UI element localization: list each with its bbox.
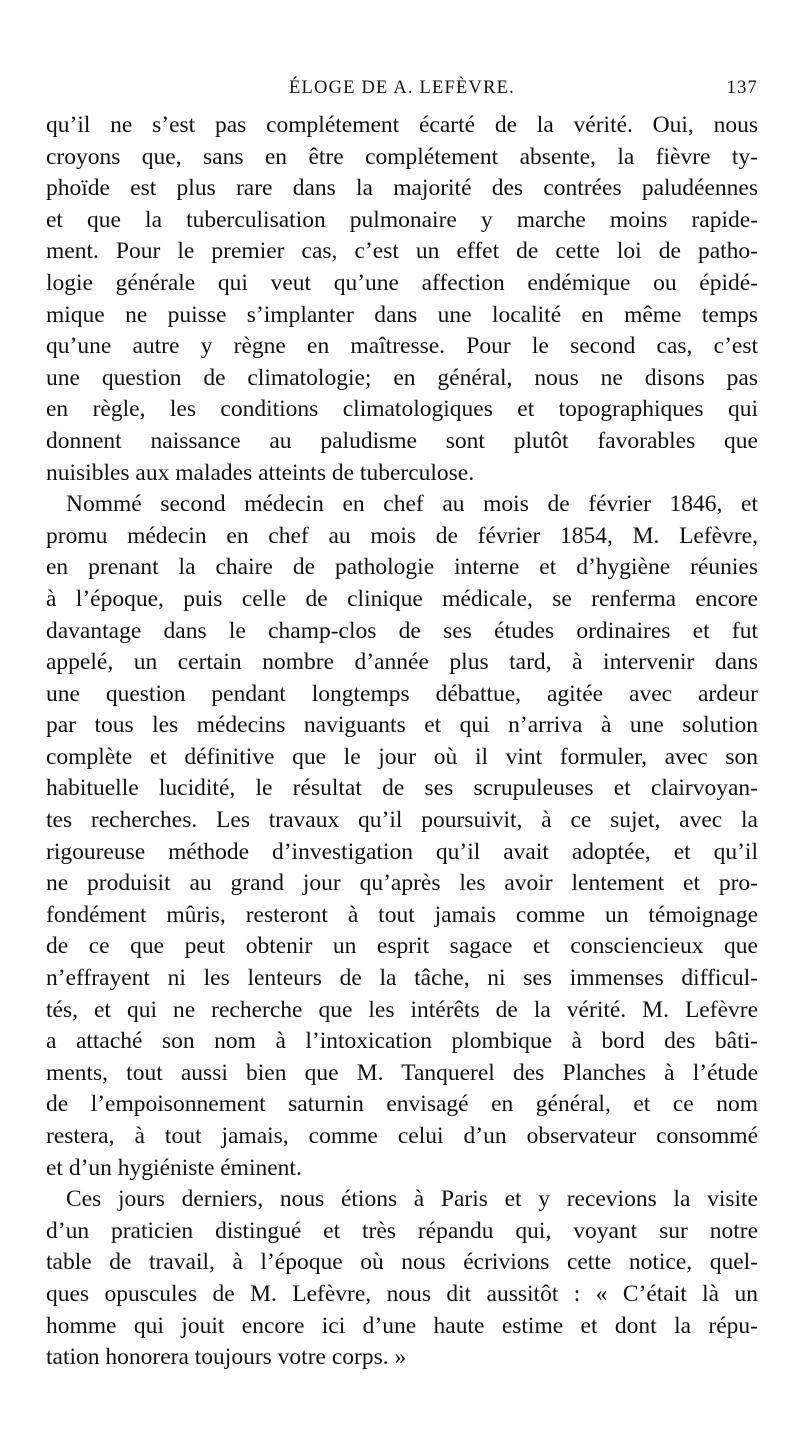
paragraph bbox=[46, 1184, 758, 1374]
text-line: homme qui jouit encore ici d’une haute estime et dont la répu- bbox=[46, 1312, 758, 1339]
running-header bbox=[46, 74, 758, 110]
text-line: et que la tuberculisation pulmonaire y marche moins rapide- bbox=[46, 206, 758, 233]
text-line: une question de climatologie; en général, nous ne disons pas bbox=[46, 364, 758, 391]
paragraph bbox=[46, 110, 758, 489]
text-line: qu’il ne s’est pas complétement écarté de la vérité. Oui, nous bbox=[46, 112, 758, 138]
text-line: de l’empoisonnement saturnin envisagé en général, et ce nom bbox=[46, 1091, 758, 1118]
paragraph bbox=[46, 489, 758, 1184]
text-line: promu médecin en chef au mois de février 1854, M. Lefèvre, bbox=[46, 522, 758, 549]
text-line: mique ne puisse s’implanter dans une localité en même temps bbox=[46, 301, 758, 328]
book-page bbox=[46, 74, 758, 1374]
text-line: a attaché son nom à l’intoxication plombique à bord des bâti- bbox=[46, 1028, 758, 1055]
text-line: et d’un hygiéniste éminent. bbox=[46, 1154, 302, 1181]
page-number: 137 bbox=[726, 78, 758, 98]
text-line: appelé, un certain nombre d’année plus tard, à intervenir dans bbox=[46, 649, 758, 676]
text-line: complète et définitive que le jour où il vint formuler, avec son bbox=[46, 743, 758, 770]
text-line: par tous les médecins naviguants et qui n’arriva à une solution bbox=[46, 712, 758, 739]
text-line: rigoureuse méthode d’investigation qu’il avait adoptée, et qu’il bbox=[46, 838, 758, 865]
text-line: restera, à tout jamais, comme celui d’un observateur consommé bbox=[46, 1123, 758, 1149]
text-line: d’un praticien distingué et très répandu qui, voyant sur notre bbox=[46, 1217, 758, 1244]
text-line: croyons que, sans en être complétement absente, la fièvre ty- bbox=[46, 143, 758, 170]
text-line: à l’époque, puis celle de clinique médicale, se renferma encore bbox=[46, 585, 758, 612]
text-line: fondément mûris, resteront à tout jamais comme un témoignage bbox=[46, 901, 758, 928]
text-line: ment. Pour le premier cas, c’est un effet de cette loi de patho- bbox=[46, 238, 758, 265]
text-line: phoïde est plus rare dans la majorité des contrées paludéennes bbox=[46, 175, 758, 202]
text-line: logie générale qui veut qu’une affection endémique ou épidé- bbox=[46, 269, 758, 296]
text-line: en prenant la chaire de pathologie interne et d’hygiène réunies bbox=[46, 554, 758, 581]
text-line: de ce que peut obtenir un esprit sagace et consciencieux que bbox=[46, 933, 758, 960]
text-line: une question pendant longtemps débattue, agitée avec ardeur bbox=[46, 680, 758, 707]
text-line: tes recherches. Les travaux qu’il poursuivit, à ce sujet, avec la bbox=[46, 807, 758, 834]
text-line: Nommé second médecin en chef au mois de février 1846, et bbox=[66, 491, 758, 518]
text-line: habituelle lucidité, le résultat de ses scrupuleuses et clairvoyan- bbox=[46, 775, 758, 802]
text-line: tation honorera toujours votre corps. » bbox=[46, 1344, 407, 1371]
text-line: ments, tout aussi bien que M. Tanquerel des Planches à l’étude bbox=[46, 1059, 758, 1086]
text-line: ques opuscules de M. Lefèvre, nous dit aussitôt : « C’était là un bbox=[46, 1280, 758, 1307]
text-line: ne produisit au grand jour qu’après les avoir lentement et pro- bbox=[46, 870, 758, 897]
text-line: qu’une autre y règne en maîtresse. Pour le second cas, c’est bbox=[46, 333, 758, 360]
text-line: en règle, les conditions climatologiques et topographiques qui bbox=[46, 396, 758, 423]
running-title: ÉLOGE DE A. LEFÈVRE. bbox=[289, 78, 515, 98]
text-line: n’effrayent ni les lenteurs de la tâche, ni ses immenses difficul- bbox=[46, 965, 758, 992]
body-text bbox=[46, 110, 758, 1374]
text-line: table de travail, à l’époque où nous écrivions cette notice, quel- bbox=[46, 1249, 758, 1276]
text-line: Ces jours derniers, nous étions à Paris et y recevions la visite bbox=[66, 1186, 758, 1213]
text-line: tés, et qui ne recherche que les intérêts de la vérité. M. Lefèvre bbox=[46, 996, 758, 1023]
text-line: davantage dans le champ-clos de ses études ordinaires et fut bbox=[46, 617, 758, 644]
text-line: nuisibles aux malades atteints de tuberculose. bbox=[46, 459, 475, 486]
text-line: donnent naissance au paludisme sont plutôt favorables que bbox=[46, 427, 758, 454]
